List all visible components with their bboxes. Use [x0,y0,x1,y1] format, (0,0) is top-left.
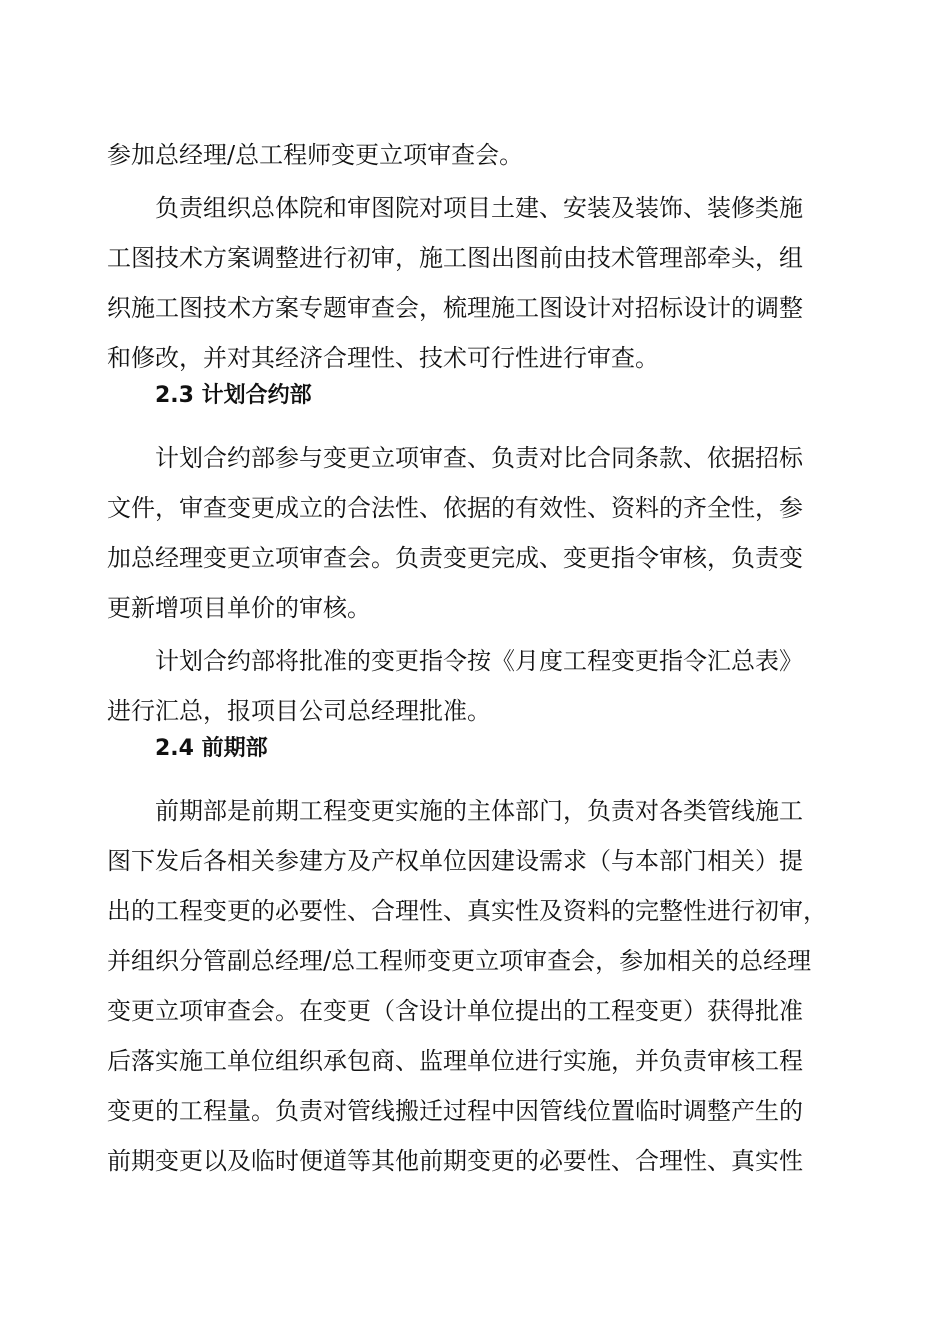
paragraph-line: 变更的工程量。负责对管线搬迁过程中因管线位置临时调整产生的 [107,1097,803,1125]
paragraph-line: 计划合约部参与变更立项审查、负责对比合同条款、依据招标 [155,444,803,472]
paragraph-line: 工图技术方案调整进行初审，施工图出图前由技术管理部牵头，组 [107,244,803,272]
paragraph-line: 进行汇总，报项目公司总经理批准。 [107,697,491,725]
paragraph-line: 变更立项审查会。在变更（含设计单位提出的工程变更）获得批准 [107,997,803,1025]
section-heading-2-3: 2.3 计划合约部 [155,383,312,408]
paragraph-line: 计划合约部将批准的变更指令按《月度工程变更指令汇总表》 [155,647,803,675]
paragraph-line: 文件，审查变更成立的合法性、依据的有效性、资料的齐全性，参 [107,494,803,522]
paragraph-line: 和修改，并对其经济合理性、技术可行性进行审查。 [107,344,659,372]
paragraph-line: 参加总经理/总工程师变更立项审查会。 [107,141,524,169]
paragraph-line: 后落实施工单位组织承包商、监理单位进行实施，并负责审核工程 [107,1047,803,1075]
paragraph-line: 前期变更以及临时便道等其他前期变更的必要性、合理性、真实性 [107,1147,803,1175]
paragraph-line: 负责组织总体院和审图院对项目土建、安装及装饰、装修类施 [155,194,803,222]
paragraph-line: 前期部是前期工程变更实施的主体部门，负责对各类管线施工 [155,797,803,825]
paragraph-line: 并组织分管副总经理/总工程师变更立项审查会，参加相关的总经理 [107,947,812,975]
paragraph-line: 更新增项目单价的审核。 [107,594,371,622]
section-heading-2-4: 2.4 前期部 [155,736,268,761]
paragraph-line: 图下发后各相关参建方及产权单位因建设需求（与本部门相关）提 [107,847,803,875]
paragraph-line: 出的工程变更的必要性、合理性、真实性及资料的完整性进行初审， [107,897,827,925]
paragraph-line: 织施工图技术方案专题审查会，梳理施工图设计对招标设计的调整 [107,294,803,322]
paragraph-line: 加总经理变更立项审查会。负责变更完成、变更指令审核，负责变 [107,544,803,572]
